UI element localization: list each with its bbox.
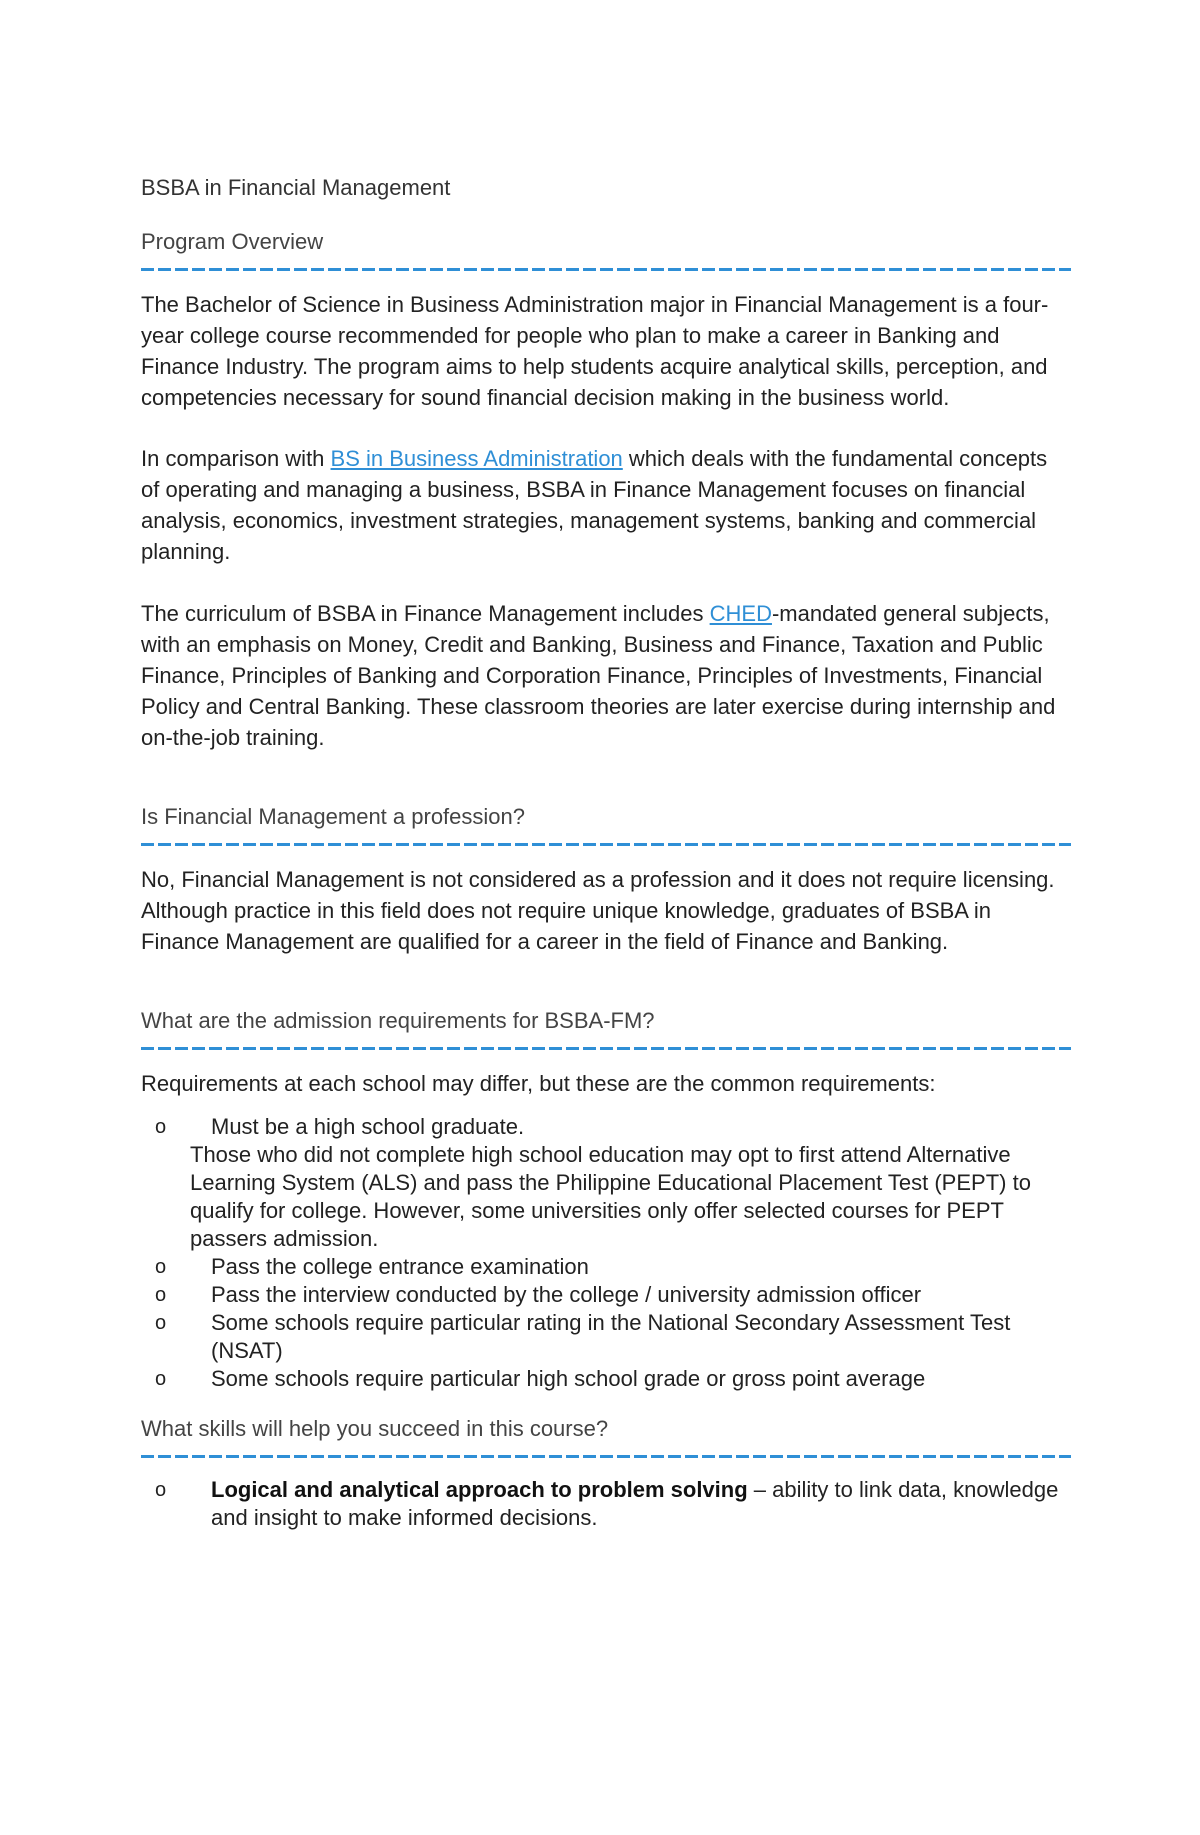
admission-section [141,1005,1071,1393]
overview-paragraph-1: The Bachelor of Science in Business Administration major in Financial Management is a four-year college course recommended for people who plan to make a career in Banking and Finance Industry. The program aims to help students acquire analytical skills, perception, and competencies necessary for sound financial decision making in the business world. [141,292,1049,410]
list-item [141,1476,1071,1532]
profession-section [141,801,1071,957]
list-item [141,1309,1071,1365]
admission-requirements-list [141,1113,1071,1393]
bullet-icon: o [155,1368,167,1390]
bullet-icon: o [155,1116,167,1138]
list-item [141,1365,1071,1393]
skill-name: Logical and analytical approach to problem solving [211,1477,748,1502]
bullet-icon: o [155,1479,167,1501]
admission-intro: Requirements at each school may differ, but these are the common requirements: [141,1071,936,1096]
overview-paragraph-3-start: The curriculum of BSBA in Finance Management includes [141,601,710,626]
bullet-icon: o [155,1312,167,1334]
section-divider [141,1047,1071,1050]
list-item-text: Pass the college entrance examination [211,1254,589,1279]
list-item [141,1113,1071,1253]
overview-paragraph-2-start: In comparison with [141,446,331,471]
list-item-text: Some schools require particular rating in the National Secondary Assessment Test (NSAT) [211,1310,1011,1363]
section-heading-profession: Is Financial Management a profession? [141,804,525,829]
overview-paragraph-2 [141,443,1071,567]
overview-paragraph-2-end: which deals with the fundamental concepts of operating and managing a business, BSBA in Finance Management focuses on financial analysis, economics, investment strategies, management systems, banking and commercial planning. [141,446,1048,564]
overview-paragraph-3-end: -mandated general subjects, with an emphasis on Money, Credit and Banking, Business and Finance, Taxation and Public Finance, Principles of Banking and Corporation Finance, Principles of Investments, Financial Policy and Central Banking. These classroom theories are later exercise during internship and on-the-job training. [141,601,1056,750]
section-divider [141,1455,1071,1458]
document-title: BSBA in Financial Management [141,175,451,200]
list-item-text: Must be a high school graduate. [211,1114,525,1139]
skills-section [141,1413,1071,1532]
section-heading-overview: Program Overview [141,229,324,254]
program-overview-section [141,226,1071,753]
list-item [141,1281,1071,1309]
skills-list [141,1476,1071,1532]
list-item-text: Pass the interview conducted by the college / university admission officer [211,1282,922,1307]
bs-business-administration-link[interactable]: BS in Business Administration [330,446,623,471]
bullet-icon: o [155,1256,167,1278]
section-heading-skills: What skills will help you succeed in this course? [141,1416,609,1441]
bullet-icon: o [155,1284,167,1306]
document-page [141,172,1071,1532]
profession-paragraph: No, Financial Management is not considered as a profession and it does not require licensing. Although practice in this field does not require unique knowledge, graduates of BSBA in Finance Management are qualified for a career in the field of Finance and Banking. [141,867,1055,954]
ched-link[interactable]: CHED [709,601,772,626]
section-heading-admission: What are the admission requirements for BSBA-FM? [141,1008,655,1033]
section-divider [141,843,1071,846]
list-item-note: Those who did not complete high school education may opt to first attend Alternative Learning System (ALS) and pass the Philippine Educational Placement Test (PEPT) to qualify for college. However, some universities only offer selected courses for PEPT passers admission. [190,1142,1031,1251]
section-divider [141,268,1071,271]
overview-paragraph-3 [141,598,1071,753]
skill-description: – ability to link data, knowledge and insight to make informed decisions. [211,1477,1059,1530]
list-item [141,1253,1071,1281]
list-item-text: Some schools require particular high school grade or gross point average [211,1366,926,1391]
